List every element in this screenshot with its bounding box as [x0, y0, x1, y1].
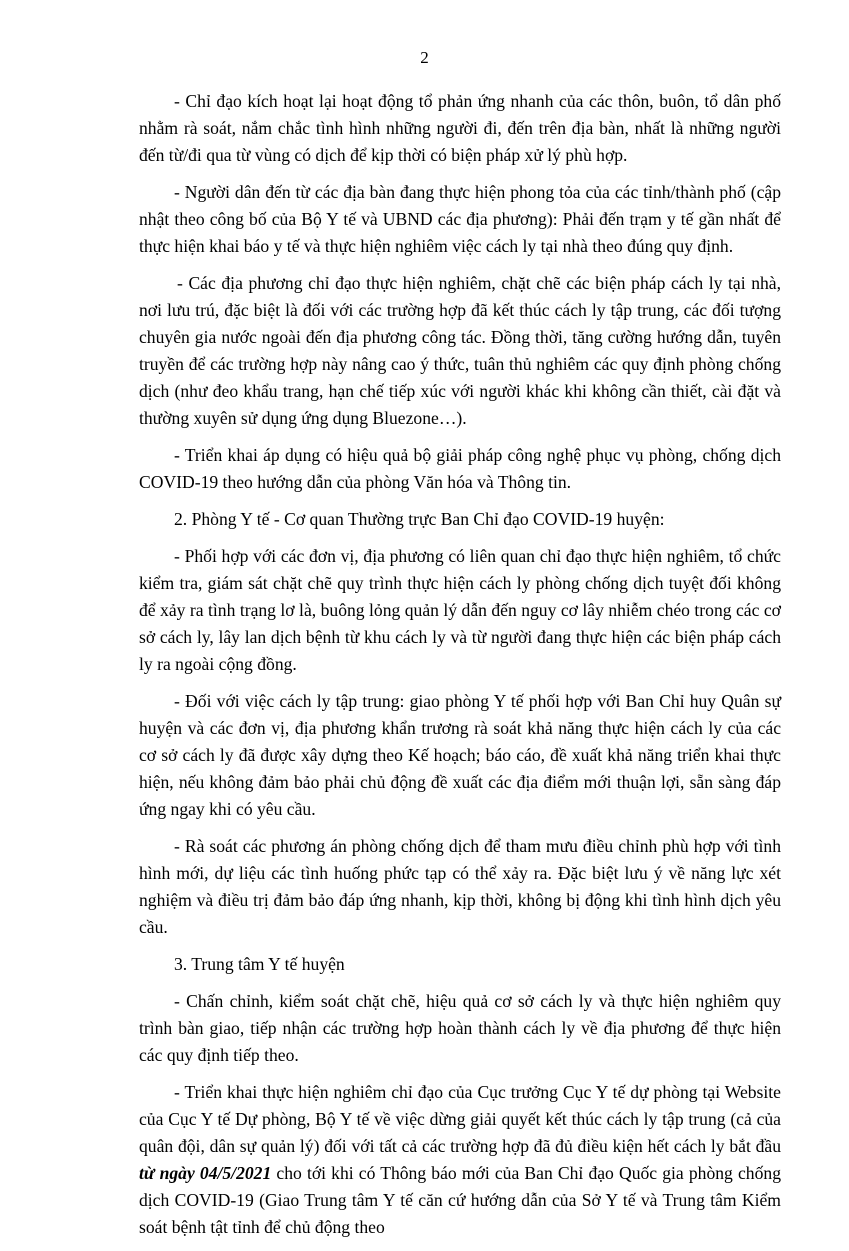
emphasized-date: từ ngày 04/5/2021 — [139, 1163, 272, 1183]
paragraph-text-after: cho tới khi có Thông báo mới của Ban Chỉ đạo Quốc gia phòng chống dịch COVID-19 (Giao Trung tâm Y tế căn cứ hướng dẫn của Sở Y tế và Trung tâm Kiểm soát bệnh tật tỉnh để chủ động theo — [139, 1163, 781, 1237]
paragraph-text-before: - Triển khai thực hiện nghiêm chỉ đạo của Cục trưởng Cục Y tế dự phòng tại Website của Cục Y tế Dự phòng, Bộ Y tế về việc dừng giải quyết kết thúc cách ly tập trung (cả của quân đội, dân sự quản lý) đối với tất cả các trường hợp đã đủ điều kiện hết cách ly bắt đầu — [139, 1082, 781, 1156]
paragraph-isolation-handover: - Chấn chỉnh, kiểm soát chặt chẽ, hiệu quả cơ sở cách ly và thực hiện nghiêm quy trình bàn giao, tiếp nhận các trường hợp hoàn thành cách ly về địa phương để thực hiện các quy định tiếp theo. — [139, 991, 781, 1065]
paragraph-directive-implementation — [139, 1079, 781, 1241]
paragraph-review-plans: - Rà soát các phương án phòng chống dịch để tham mưu điều chỉnh phù hợp với tình hình mới, dự liệu các tình huống phức tạp có thể xảy ra. Đặc biệt lưu ý về năng lực xét nghiệm và điều trị đảm bảo đáp ứng nhanh, kịp thời, không bị động khi tình hình dịch yêu cầu. — [139, 836, 781, 937]
paragraph-technology-solutions: - Triển khai áp dụng có hiệu quả bộ giải pháp công nghệ phục vụ phòng, chống dịch COVID-19 theo hướng dẫn của phòng Văn hóa và Thông tin. — [139, 445, 781, 492]
section-heading-health-office: 2. Phòng Y tế - Cơ quan Thường trực Ban Chỉ đạo COVID-19 huyện: — [174, 509, 665, 529]
paragraph-home-isolation: - Các địa phương chỉ đạo thực hiện nghiêm, chặt chẽ các biện pháp cách ly tại nhà, nơi lưu trú, đặc biệt là đối với các trường hợp đã kết thúc cách ly tập trung, các đối tượng chuyên gia nước ngoài đến địa phương công tác. Đồng thời, tăng cường hướng dẫn, tuyên truyền để các trường hợp này nâng cao ý thức, tuân thủ nghiêm các quy định phòng chống dịch (như đeo khẩu trang, hạn chế tiếp xúc với người khác khi không cần thiết, cài đặt và thường xuyên sử dụng ứng dụng Bluezone…). — [139, 273, 781, 428]
page-number: 2 — [420, 48, 429, 67]
paragraph-rapid-response: - Chỉ đạo kích hoạt lại hoạt động tổ phản ứng nhanh của các thôn, buôn, tổ dân phố nhằm rà soát, nắm chắc tình hình những người đi, đến trên địa bàn, nhất là những người đến từ/đi qua từ vùng có dịch để kịp thời có biện pháp xử lý phù hợp. — [139, 91, 781, 165]
section-heading-health-center: 3. Trung tâm Y tế huyện — [174, 954, 345, 974]
paragraph-coordination: - Phối hợp với các đơn vị, địa phương có liên quan chỉ đạo thực hiện nghiêm, tổ chức kiểm tra, giám sát chặt chẽ quy trình thực hiện cách ly phòng chống dịch tuyệt đối không để xảy ra tình trạng lơ là, buông lỏng quản lý dẫn đến nguy cơ lây nhiễm chéo trong các cơ sở cách ly, lây lan dịch bệnh từ khu cách ly và từ người đang thực hiện các biện pháp cách ly ra ngoài cộng đồng. — [139, 546, 781, 674]
paragraph-lockdown-arrivals: - Người dân đến từ các địa bàn đang thực hiện phong tỏa của các tỉnh/thành phố (cập nhật theo công bố của Bộ Y tế và UBND các địa phương): Phải đến trạm y tế gần nhất để thực hiện khai báo y tế và thực hiện nghiêm việc cách ly tại nhà theo đúng quy định. — [139, 182, 781, 256]
paragraph-centralized-isolation: - Đối với việc cách ly tập trung: giao phòng Y tế phối hợp với Ban Chỉ huy Quân sự huyện và các đơn vị, địa phương khẩn trương rà soát khả năng thực hiện cách ly của các cơ sở cách ly đã được xây dựng theo Kế hoạch; báo cáo, đề xuất khả năng triển khai thực hiện, nếu không đảm bảo phải chủ động đề xuất các địa điểm mới thuận lợi, sẵn sàng đáp ứng ngay khi có yêu cầu. — [139, 691, 781, 819]
document-body — [139, 88, 781, 1251]
